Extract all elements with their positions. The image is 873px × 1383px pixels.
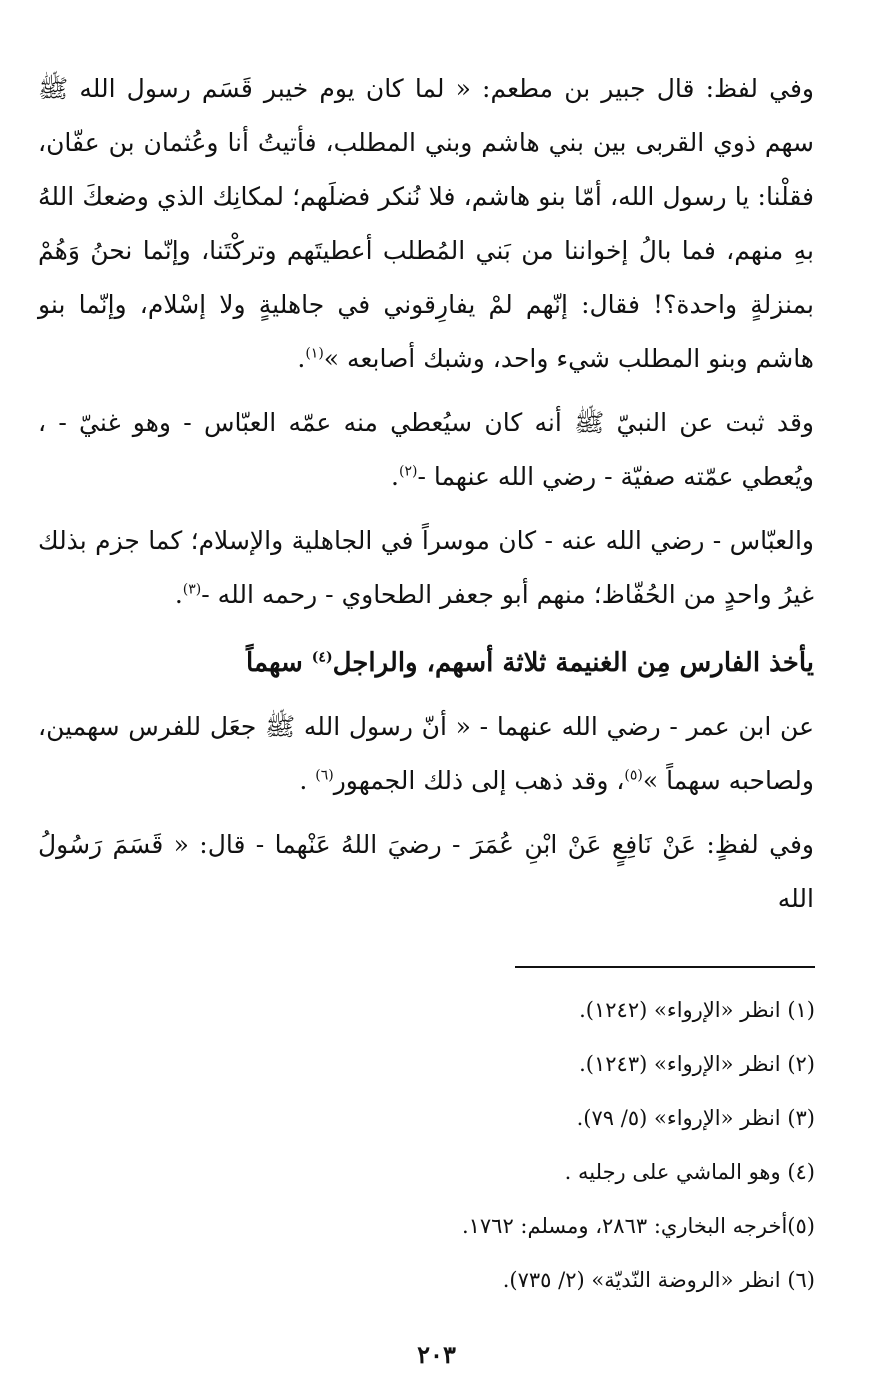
heading-text: يأخذ الفارس مِن الغنيمة ثلاثة أسهم، والراجل [332, 648, 814, 678]
footnote-item: (٥)أخرجه البخاري: ٢٨٦٣، ومسلم: ١٧٦٢. [461, 1214, 815, 1238]
footnote-divider [515, 966, 815, 968]
paragraph-jubair-hadith [38, 62, 814, 386]
footnote-item: (٤) وهو الماشي على رجليه . [564, 1160, 815, 1184]
paragraph-text: . [297, 344, 306, 373]
paragraph-abbas-share [38, 396, 814, 504]
footnote-ref[interactable]: (٤) [311, 649, 333, 666]
footnote-item: (١) انظر «الإرواء» (١٢٤٢). [579, 998, 815, 1022]
paragraph-text: ، وقد ذهب إلى ذلك الجمهور [333, 766, 625, 795]
paragraph-ibn-umar-hadith [38, 700, 814, 808]
footnote-item: (٦) انظر «الروضة النّديّة» (٢/ ٧٣٥). [502, 1268, 815, 1292]
footnotes-list [55, 988, 815, 1312]
footnote-ref[interactable]: (٢) [398, 463, 418, 480]
paragraph-text: وفي لفظ: قال جبير بن مطعم: « لما كان يوم خيبر قَسَم رسول الله ﷺ سهم ذوي القربى بين بني هاشم وبني المطلب، فأتيتُ أنا وعُثمان بن عفّان، فقلْنا: يا رسول الله، أمّا بنو هاشم، فلا نُنكر فضلَهم؛ لمكانِك الذي وضعكَ اللهُ بهِ منهم، فما بالُ إخواننا من بَني المُطلب أعطيتَهم وتركْتَنا، وإنّما نحنُ وَهُمْ بمنزلةٍ واحدة؟! فقال: إنّهم لمْ يفارِقوني في جاهليةٍ ولا إسْلام، وإنّما بنو هاشم وبنو المطلب شيء واحد، وشبك أصابعه » [38, 74, 814, 373]
section-heading [38, 636, 814, 690]
paragraph-text: وقد ثبت عن النبيّ ﷺ أنه كان سيُعطي منه عمّه العبّاس - وهو غنيّ - ، ويُعطي عمّته صفيّة - رضي الله عنهما - [38, 408, 814, 491]
page-number: ٢٠٣ [417, 1340, 456, 1369]
paragraph-text: . [391, 462, 399, 491]
paragraph-text: . [174, 580, 183, 609]
footnote-item: (٢) انظر «الإرواء» (١٢٤٣). [579, 1052, 815, 1076]
paragraph-text: . [299, 766, 316, 795]
paragraph-text: وفي لفظٍ: عَنْ نَافِعٍ عَنْ ابْنِ عُمَرَ - رضيَ اللهُ عَنْهما - قال: « قَسَمَ رَسُولُ الله [38, 830, 814, 913]
footnote-ref[interactable]: (٦) [315, 767, 334, 784]
paragraph-text: والعبّاس - رضي الله عنه - كان موسراً في الجاهلية والإسلام؛ كما جزم بذلك غيرُ واحدٍ من الحُفّاظ؛ منهم أبو جعفر الطحاوي - رحمه الله - [38, 526, 814, 609]
paragraph-nafi-hadith [38, 818, 814, 926]
heading-text: سهماً [246, 648, 312, 678]
paragraph-text: عن ابن عمر - رضي الله عنهما - « أنّ رسول الله ﷺ جعَل للفرس سهمين، ولصاحبه سهماً » [38, 712, 814, 795]
page-body [38, 62, 814, 926]
paragraph-abbas-wealth [38, 514, 814, 622]
footnote-ref[interactable]: (٣) [182, 581, 202, 598]
footnote-ref[interactable]: (١) [305, 345, 324, 362]
footnote-ref[interactable]: (٥) [624, 767, 643, 784]
footnote-item: (٣) انظر «الإرواء» (٥/ ٧٩). [576, 1106, 815, 1130]
